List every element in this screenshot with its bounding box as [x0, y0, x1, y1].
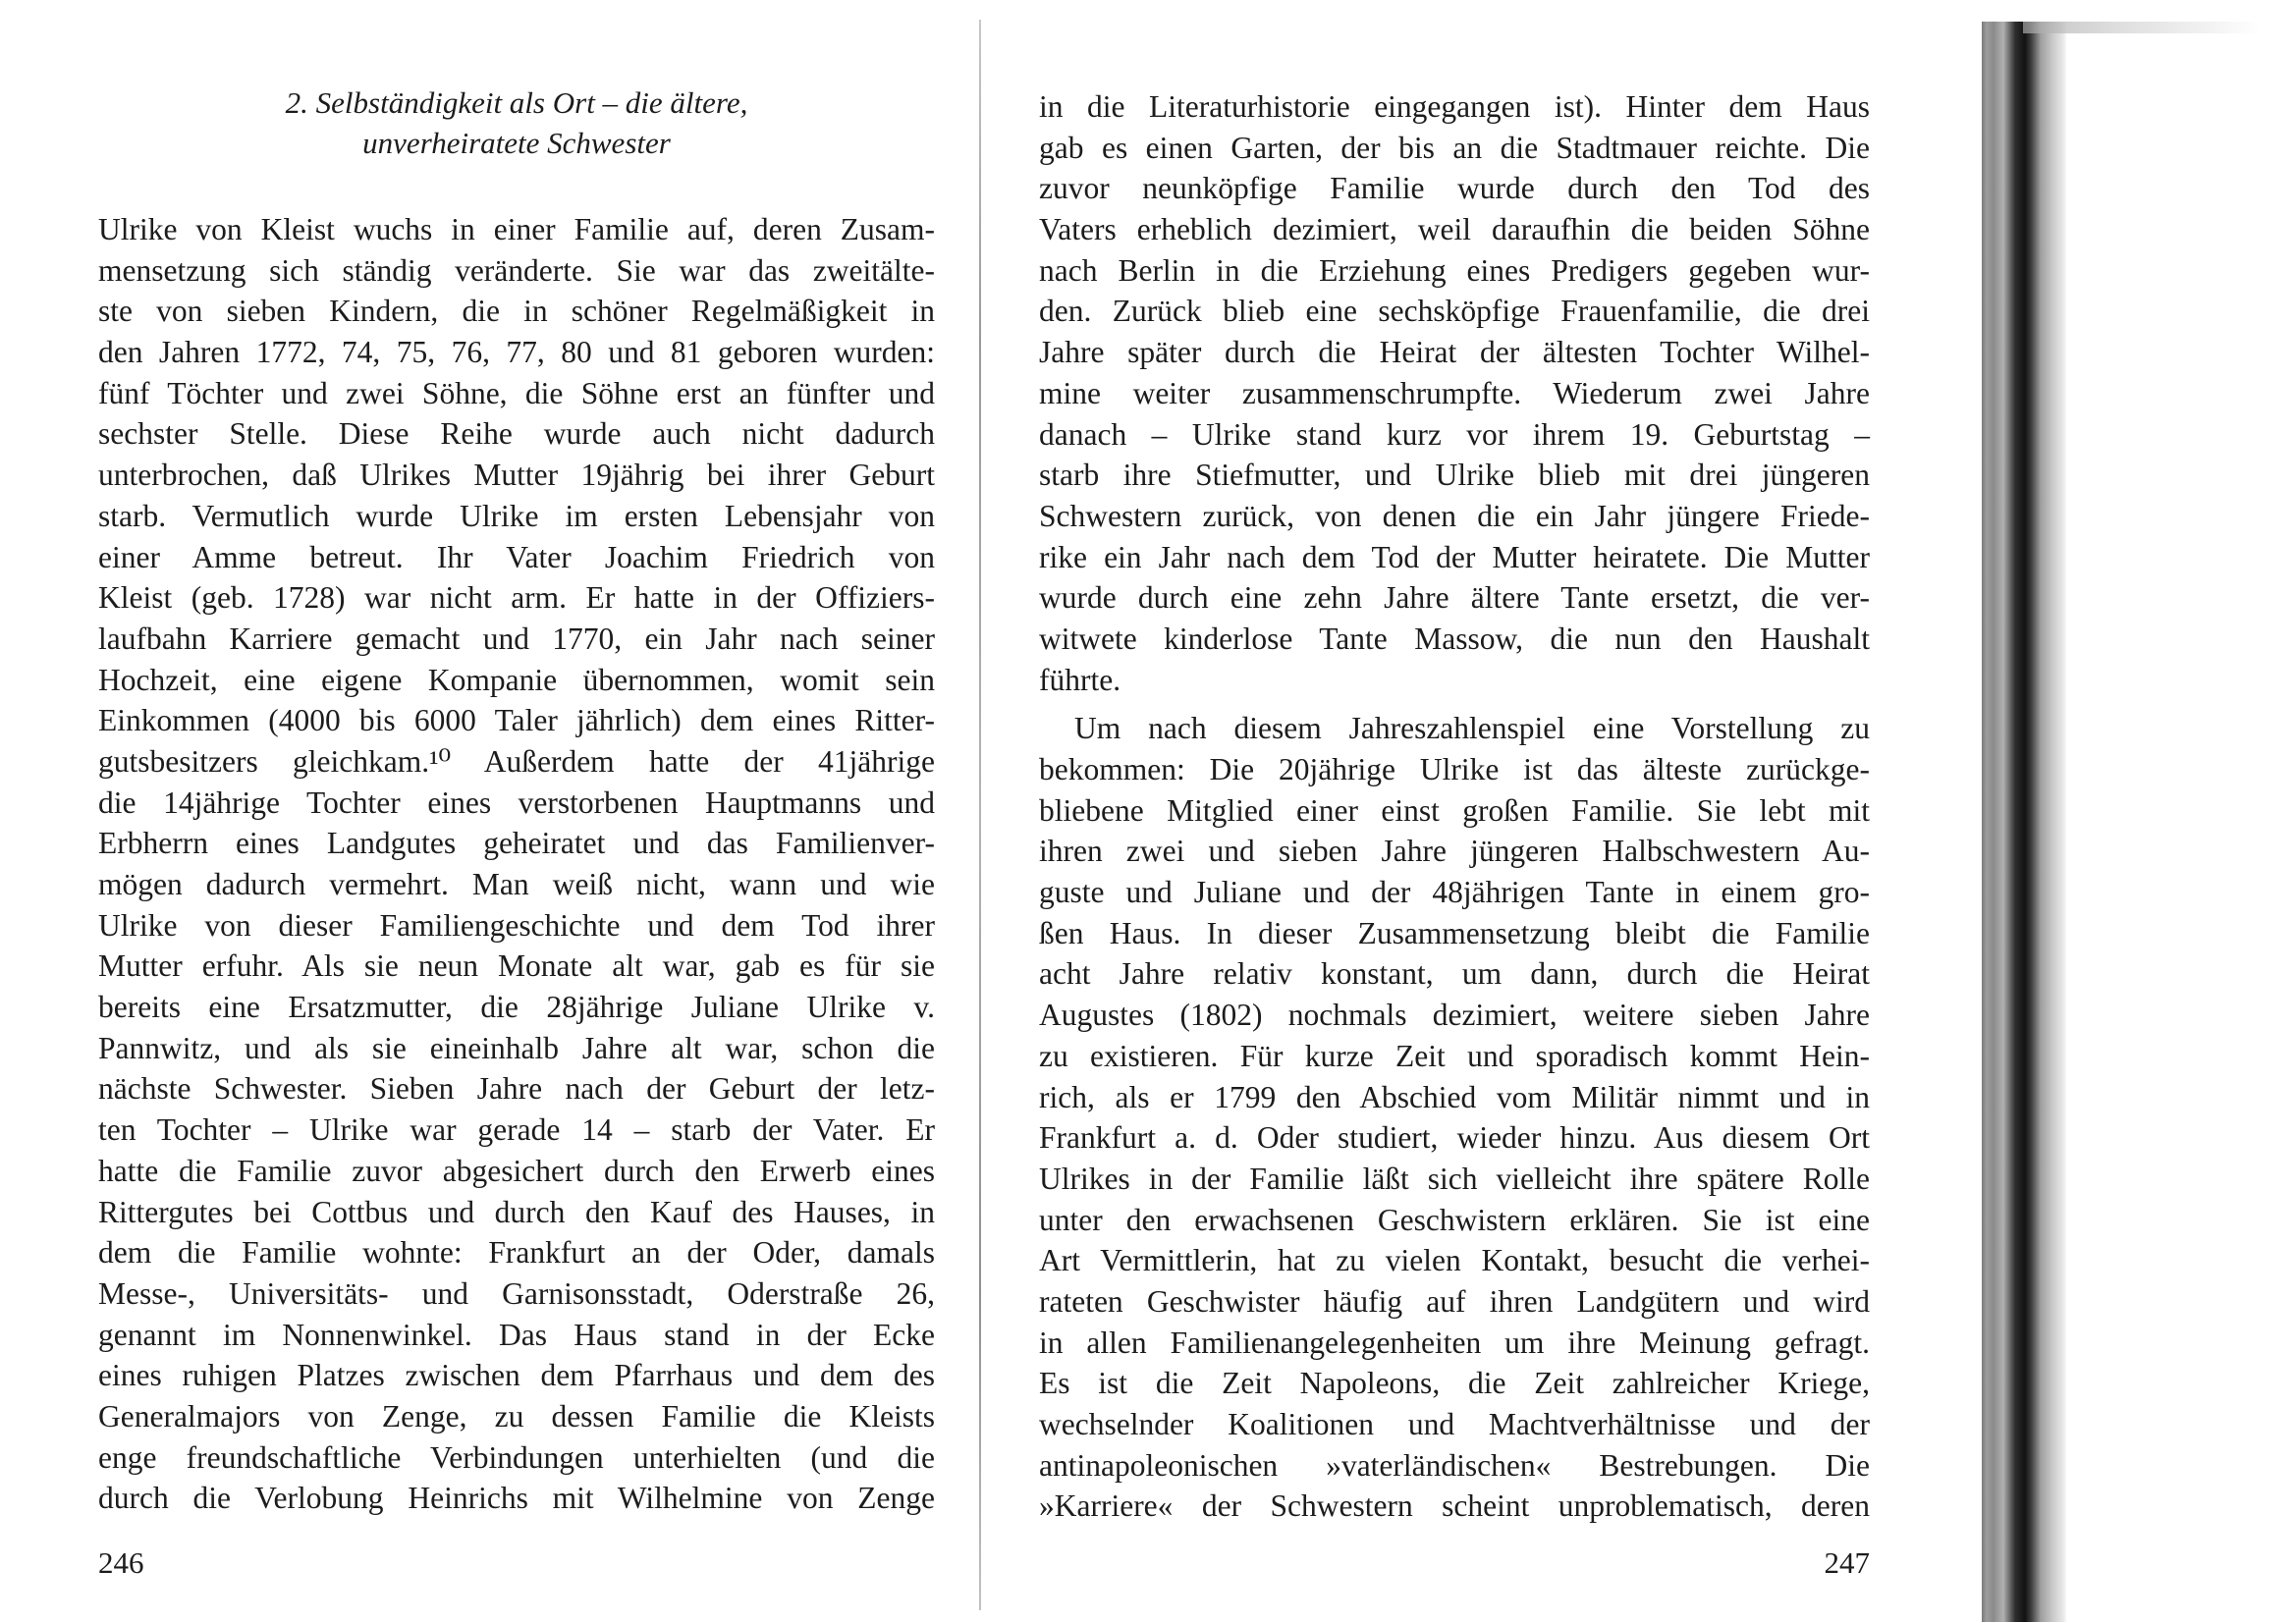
text-line: bekommen: Die 20jährige Ulrike ist das älteste zurückge-: [1039, 752, 1870, 786]
text-line: nächste Schwester. Sieben Jahre nach der Geburt der letz-: [98, 1071, 935, 1107]
text-line: bereits eine Ersatzmutter, die 28jährige Juliane Ulrike v.: [98, 990, 935, 1025]
scanner-edge-top-shadow: [2023, 22, 2259, 33]
text-line: durch die Verlobung Heinrichs mit Wilhelmine von Zenge: [98, 1481, 935, 1516]
text-line: sechster Stelle. Diese Reihe wurde auch nicht dadurch: [98, 416, 935, 452]
text-line: witwete kinderlose Tante Massow, die nun den Haushalt: [1039, 621, 1870, 656]
text-line: mine weiter zusammenschrumpfte. Wiederum zwei Jahre: [1039, 375, 1870, 410]
text-line: einer Amme betreut. Ihr Vater Joachim Friedrich von: [98, 539, 935, 574]
text-line: Generalmajors von Zenge, zu dessen Familie die Kleists: [98, 1398, 935, 1434]
text-line: Vaters erheblich dezimiert, weil daraufhin die beiden Söhne: [1039, 212, 1870, 247]
section-heading: [98, 82, 935, 163]
scanner-edge-shadow: [1982, 22, 2066, 1622]
text-line: in allen Familienangelegenheiten um ihre Meinung gefragt.: [1039, 1325, 1870, 1360]
text-line: gutsbesitzers gleichkam.¹⁰ Außerdem hatte der 41jährige: [98, 743, 935, 779]
text-line: antinapoleonischen »vaterländischen« Bestrebungen. Die: [1039, 1447, 1870, 1483]
text-line: zu existieren. Für kurze Zeit und sporadisch kommt Hein-: [1039, 1038, 1870, 1073]
text-line: danach – Ulrike stand kurz vor ihrem 19. Geburtstag –: [1039, 416, 1870, 452]
page-number-right: 247: [1824, 1545, 1870, 1580]
text-line: Augustes (1802) nochmals dezimiert, weitere sieben Jahre: [1039, 998, 1870, 1033]
page-number-left: 246: [98, 1545, 144, 1580]
text-line: acht Jahre relativ konstant, um dann, durch die Heirat: [1039, 956, 1870, 992]
text-line: Kleist (geb. 1728) war nicht arm. Er hatte in der Offiziers-: [98, 580, 935, 616]
paragraph-gap: [1039, 700, 1870, 708]
text-line: wechselnder Koalitionen und Machtverhältnisse und der: [1039, 1407, 1870, 1441]
text-line: fünf Töchter und zwei Söhne, die Söhne erst an fünfter und: [98, 375, 935, 410]
text-line: »Karriere« der Schwestern scheint unproblematisch, deren: [1039, 1488, 1870, 1524]
text-line: rike ein Jahr nach dem Tod der Mutter heiratete. Die Mutter: [1039, 539, 1870, 574]
text-line: die 14jährige Tochter eines verstorbenen Hauptmanns und: [98, 784, 935, 820]
text-line: unterbrochen, daß Ulrikes Mutter 19jährig bei ihrer Geburt: [98, 458, 935, 493]
text-line: mensetzung sich ständig veränderte. Sie war das zweitälte-: [98, 252, 935, 288]
book-gutter: [979, 20, 981, 1610]
text-line: Rittergutes bei Cottbus und durch den Kauf des Hauses, in: [98, 1194, 935, 1229]
text-line: eines ruhigen Platzes zwischen dem Pfarrhaus und dem des: [98, 1358, 935, 1393]
text-line: Ulrike von Kleist wuchs in einer Familie auf, deren Zusam-: [98, 212, 935, 246]
text-line: mögen dadurch vermehrt. Man weiß nicht, wann und wie: [98, 867, 935, 901]
text-line: Es ist die Zeit Napoleons, die Zeit zahlreicher Kriege,: [1039, 1366, 1870, 1401]
text-line: Frankfurt a. d. Oder studiert, wieder hinzu. Aus diesem Ort: [1039, 1120, 1870, 1156]
text-line: unter den erwachsenen Geschwistern erklären. Sie ist eine: [1039, 1202, 1870, 1237]
text-line: Mutter erfuhr. Als sie neun Monate alt war, gab es für sie: [98, 948, 935, 984]
text-line: starb ihre Stiefmutter, und Ulrike blieb mit drei jüngeren: [1039, 458, 1870, 493]
text-line: rich, als er 1799 den Abschied vom Militär nimmt und in: [1039, 1079, 1870, 1114]
section-heading-line-2: unverheiratete Schwester: [362, 126, 671, 160]
text-line: Schwestern zurück, von denen die ein Jahr jüngere Friede-: [1039, 498, 1870, 533]
text-line: wurde durch eine zehn Jahre ältere Tante ersetzt, die ver-: [1039, 580, 1870, 616]
text-line: Um nach diesem Jahreszahlenspiel eine Vorstellung zu: [1074, 711, 1870, 746]
text-line: nach Berlin in die Erziehung eines Predigers gegeben wur-: [1039, 252, 1870, 288]
text-line: dem die Familie wohnte: Frankfurt an der Oder, damals: [98, 1235, 935, 1271]
text-line: hatte die Familie zuvor abgesichert durch den Erwerb eines: [98, 1153, 935, 1188]
text-line: ste von sieben Kindern, die in schöner Regelmäßigkeit in: [98, 294, 935, 329]
text-line: Hochzeit, eine eigene Kompanie übernommen, womit sein: [98, 662, 935, 697]
right-page-body-text: [1039, 86, 1870, 1527]
text-line: Art Vermittlerin, hat zu vielen Kontakt, besucht die verhei-: [1039, 1243, 1870, 1278]
text-line: Jahre später durch die Heirat der ältesten Tochter Wilhel-: [1039, 335, 1870, 370]
text-line: in die Literaturhistorie eingegangen ist). Hinter dem Haus: [1039, 89, 1870, 124]
text-line: führte.: [1039, 662, 1121, 697]
text-line: ihren zwei und sieben Jahre jüngeren Halbschwestern Au-: [1039, 834, 1870, 869]
text-line: den Jahren 1772, 74, 75, 76, 77, 80 und 81 geboren wurden:: [98, 335, 935, 370]
text-line: enge freundschaftliche Verbindungen unterhielten (und die: [98, 1439, 935, 1475]
text-line: genannt im Nonnenwinkel. Das Haus stand in der Ecke: [98, 1317, 935, 1352]
left-page-body-text: [98, 209, 935, 1519]
text-line: laufbahn Karriere gemacht und 1770, ein Jahr nach seiner: [98, 621, 935, 656]
text-line: gab es einen Garten, der bis an die Stadtmauer reichte. Die: [1039, 130, 1870, 165]
text-line: Erbherrn eines Landgutes geheiratet und das Familienver-: [98, 826, 935, 861]
text-line: Einkommen (4000 bis 6000 Taler jährlich) dem eines Ritter-: [98, 703, 935, 738]
text-line: rateten Geschwister häufig auf ihren Landgütern und wird: [1039, 1283, 1870, 1319]
text-line: Ulrikes in der Familie läßt sich vielleicht ihre spätere Rolle: [1039, 1161, 1870, 1196]
text-line: Pannwitz, und als sie eineinhalb Jahre alt war, schon die: [98, 1030, 935, 1065]
text-line: ßen Haus. In dieser Zusammensetzung bleibt die Familie: [1039, 915, 1870, 950]
text-line: Ulrike von dieser Familiengeschichte und dem Tod ihrer: [98, 907, 935, 943]
text-line: den. Zurück blieb eine sechsköpfige Frauenfamilie, die drei: [1039, 294, 1870, 329]
text-line: guste und Juliane und der 48jährigen Tante in einem gro-: [1039, 875, 1870, 910]
text-line: Messe-, Universitäts- und Garnisonsstadt, Oderstraße 26,: [98, 1275, 935, 1311]
text-line: zuvor neunköpfige Familie wurde durch den Tod des: [1039, 171, 1870, 206]
text-line: starb. Vermutlich wurde Ulrike im ersten Lebensjahr von: [98, 498, 935, 533]
text-line: ten Tochter – Ulrike war gerade 14 – starb der Vater. Er: [98, 1112, 935, 1148]
section-heading-line-1: 2. Selbständigkeit als Ort – die ältere,: [285, 85, 748, 120]
text-line: bliebene Mitglied einer einst großen Familie. Sie lebt mit: [1039, 792, 1870, 828]
